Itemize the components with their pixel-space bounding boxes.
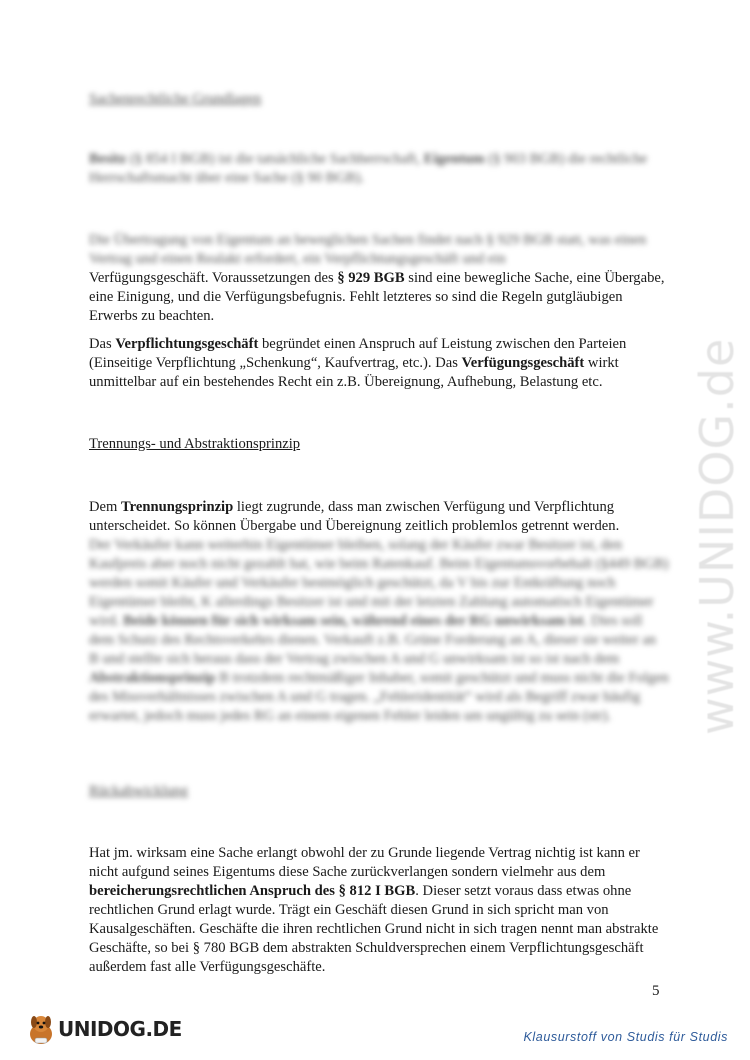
text-bold: Verfügungsgeschäft bbox=[461, 355, 585, 371]
paragraph-abstraktion-blurred bbox=[89, 536, 669, 726]
text-span: . Dieser setzt voraus dass etwas ohne rechtlichen Grund erlagt wurde. Trägt ein Geschäft diesen Grund in sich spricht man von Kausalgeschäften. Geschäfte die ihren rechtlichen Grund nicht in sich tragen nennt man abstrakte Geschäfte, so bei § 780 BGB dem abstrakten Schuldversprechen einem Verpflichtungsgeschäft außerdem fast alle Verfügungsgeschäfte. bbox=[89, 883, 659, 975]
text-span: Der Verkäufer kann weiterhin Eigentümer bleiben, solang der Käufer zwar Besitzer ist, den Kaufpreis aber noch nicht gezahlt hat, wie beim Ratenkauf. Beim Eigentumsvorbehalt (§449 BGB) werden somit Käufer und Verkäufer bestmöglich geschützt, da V bis zur Entkräftung noch Eigentümer bleibt, K allerdings Besitzer ist und mit der letzten Zahlung automatisch Eigentümer wird. bbox=[89, 537, 669, 629]
text-span: Das bbox=[89, 336, 116, 352]
paragraph-rueckabwicklung bbox=[89, 844, 669, 977]
text-bold: § 929 BGB bbox=[337, 270, 405, 286]
dog-icon bbox=[26, 1012, 56, 1046]
text-bold: bereicherungsrechtlichen Anspruch des § 812 I BGB bbox=[89, 883, 416, 899]
logo-text: UNIDOG.DE bbox=[58, 1017, 182, 1041]
section-heading-sachenrecht: Sachenrechtliche Grundlagen bbox=[89, 91, 262, 107]
text-span: sind eine bewegliche Sache, eine Übergabe, eine Einigung, und die Verfügungsbefugnis. Fehlt letzteres so sind die Regeln gutgläubigen Erwerbs zu beachten. bbox=[89, 270, 665, 324]
text-span: liegt zugrunde, dass man zwischen Verfügung und Verpflichtung unterscheidet. So können Übergabe und Übereignung zeitlich problemlos getrennt werden. bbox=[89, 499, 620, 534]
paragraph-uebertragung-blurred: Die Übertragung von Eigentum an beweglichen Sachen findet nach § 929 BGB statt, was einen Vertrag und einen Realakt erfordert, ein Verpflichtungsgeschäft und ein bbox=[89, 232, 647, 267]
page-number: 5 bbox=[652, 983, 660, 999]
text-span: . Dies soll dem Schutz des Rechtsverkehrs dienen. Verkauft z.B. Grüne Forderung an A, dieser sie weiter an B und stellte sich heraus dass der Vertrag zwischen A und G unwirksam ist so ist nach dem bbox=[89, 613, 657, 667]
text-span: begründet einen Anspruch auf Leistung zwischen den Parteien (Einseitige Verpflichtung „Schenkung“, Kaufvertrag, etc.). Das bbox=[89, 336, 627, 371]
text-span: wirkt unmittelbar auf ein bestehendes Recht ein z.B. Übereignung, Aufhebung, Belastung etc. bbox=[89, 355, 619, 390]
text-span: (§ 854 I BGB) ist die tatsächliche Sachherrschaft, bbox=[126, 151, 424, 167]
section-heading-rueckabwicklung: Rückabwicklung bbox=[89, 783, 188, 799]
text-span: Dem bbox=[89, 499, 122, 515]
unidog-logo bbox=[26, 1012, 182, 1046]
footer-tagline: Klausurstoff von Studis für Studis bbox=[523, 1030, 728, 1044]
text-span: (§ 903 BGB) die rechtliche Herrschaftsmacht über eine Sache (§ 90 BGB). bbox=[89, 151, 648, 186]
paragraph-verpflichtung-verfuegung bbox=[89, 335, 669, 392]
watermark: www.UNIDOG.de bbox=[690, 337, 744, 735]
section-heading-trennung: Trennungs- und Abstraktionsprinzip bbox=[89, 436, 301, 452]
text-bold: Verpflichtungsgeschäft bbox=[115, 336, 259, 352]
text-span: Hat jm. wirksam eine Sache erlangt obwohl der zu Grunde liegende Vertrag nichtig ist kann er nicht aufgund seines Eigentums diese Sache zurückverlangen sondern vielmehr aus dem bbox=[89, 845, 640, 880]
text-bold: Trennungsprinzip bbox=[121, 499, 234, 515]
paragraph-trennungsprinzip bbox=[89, 498, 669, 536]
text-bold: Abstraktionsprinzip bbox=[89, 670, 216, 686]
term-eigentum: Eigentum bbox=[423, 151, 485, 167]
text-span: B trotzdem rechtmäßiger Inhaber, somit geschützt und muss nicht die Folgen des Missverhältnisses zwischen A und G tragen. „Fehleridentität“ wird als Begriff zwar häufig erwartet, jedoch muss jedes RG an einem eigenen Fehler leiden um ungültig zu sein (str). bbox=[89, 670, 669, 724]
text-span: Verfügungsgeschäft. Voraussetzungen des bbox=[89, 270, 338, 286]
text-bold: Beide können für sich wirksam sein, während eines der RG unwirksam ist bbox=[123, 613, 584, 629]
paragraph-uebertragung-visible bbox=[89, 269, 669, 326]
paragraph-besitz-eigentum bbox=[89, 150, 669, 188]
term-besitz: Besitz bbox=[89, 151, 127, 167]
